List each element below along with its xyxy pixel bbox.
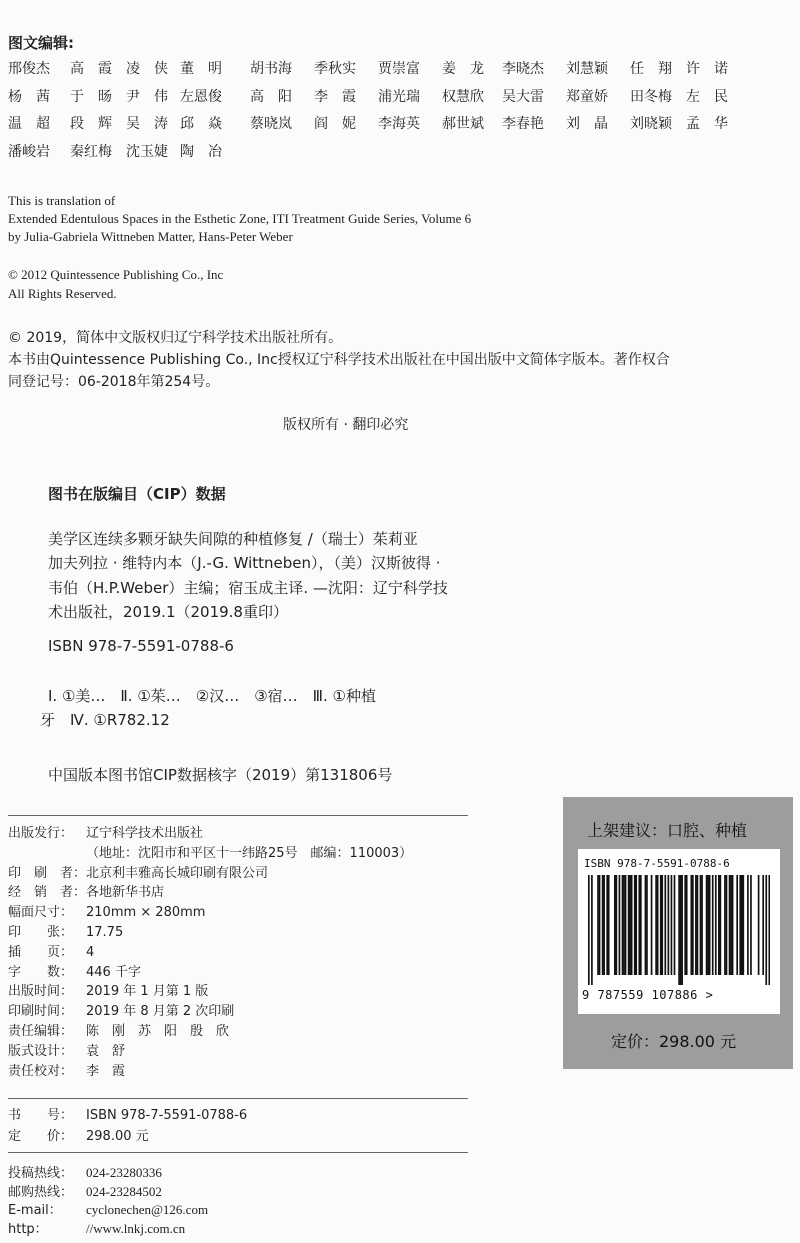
cip-description-line-2: 加夫列拉 · 维特内本（J.-G. Wittneben），（美）汉斯彼得 · [48,554,441,572]
barcode-bar [678,875,680,985]
translation-line-3: by Julia-Gabriela Wittneben Matter, Hans-Peter Weber [8,229,293,244]
editor-name: 董 明 [180,61,222,77]
editor-name: 刘慧颖 [566,61,608,77]
pub-info-value: 17.75 [86,925,124,940]
barcode-bar [628,875,630,975]
pub-info-value: 各地新华书店 [86,885,165,901]
editor-name: 吴 涛 [126,116,168,132]
pub-info-value: 袁 舒 [86,1043,126,1059]
editor-name: 段 辉 [70,116,112,132]
editors-row [8,113,788,135]
barcode-digits: 9 787559 107886 > [582,988,714,1002]
barcode-bar [709,875,711,975]
shelf-suggestion: 上架建议：口腔、种植 [587,821,748,840]
barcode-bar [729,875,731,975]
contact-label: E-mail： [8,1203,62,1218]
barcode-bar [736,875,738,975]
barcode-bar [634,875,636,975]
book-info-value: 298.00 元 [86,1129,149,1144]
pub-info-value: 2019 年 1 月第 1 版 [86,984,209,1000]
pub-info-value: 陈 刚 苏 阳 殷 欣 [86,1024,230,1039]
barcode-bar [681,875,683,985]
pub-info-label: 责任编辑： [8,1024,74,1039]
barcode-bar [686,875,688,975]
editor-name: 季秋实 [314,61,356,77]
barcode-bar [599,875,601,975]
book-info-label: 书 号： [8,1108,74,1123]
editor-name: 潘峻岩 [8,144,50,160]
pub-info-row [8,1000,234,1019]
barcode-bar [739,875,741,975]
editor-name: 李海英 [378,116,420,132]
contact-label: 投稿热线： [8,1166,74,1181]
barcode-bar [700,875,702,975]
barcode-bar [614,875,616,975]
divider-top [8,815,468,816]
barcode-bar [684,875,686,975]
cn-copyright-line-2: 本书由Quintessence Publishing Co., Inc授权辽宁科学技术出版社在中国出版中文简体字版本。著作权合 [8,352,670,368]
copyright-line-1: © 2012 Quintessence Publishing Co., Inc [8,267,224,282]
pub-info-row [8,862,268,881]
contact-row [8,1181,162,1200]
barcode-bar [664,875,666,975]
barcode-bar [638,875,640,975]
cip-description-line-3: 韦伯（H.P.Weber）主编；宿玉成主译. —沈阳：辽宁科学技 [48,579,448,597]
book-info-label: 定 价： [8,1129,74,1144]
barcode-bar [606,875,608,975]
barcode-bar [616,875,618,975]
pub-info-value: 北京利丰雅高长城印刷有限公司 [86,865,269,881]
barcode-bar [747,875,749,975]
editor-name: 姜 龙 [442,61,484,77]
cip-heading: 图书在版编目（CIP）数据 [48,485,226,503]
editor-name: 胡书海 [250,61,292,77]
contact-row [8,1162,162,1181]
book-info-row [8,1104,247,1123]
barcode-bar [629,875,631,975]
rights-notice: 版权所有 · 翻印必究 [283,417,409,433]
barcode-bar [645,875,647,975]
contact-value: //www.lnkj.com.cn [86,1220,186,1236]
pub-info-label: 出版时间： [8,984,74,1000]
barcode-bar [657,875,659,975]
barcode-bar [697,875,699,975]
barcode-bar [668,875,670,975]
editor-name: 浦光瑞 [378,89,420,105]
barcode-bar [588,875,590,985]
cip-classification-line-2: 牙 Ⅳ. ①R782.12 [40,711,170,729]
pub-info-label: 经 销 者： [8,885,87,901]
pub-info-value: 4 [86,944,95,960]
editor-name: 刘 晶 [566,116,608,132]
barcode-bar [608,875,610,975]
barcode-bar [603,875,605,975]
editors-title: 图文编辑: [8,34,74,52]
pub-info-row [8,961,141,980]
barcode-bar [706,875,708,975]
barcode-bar [720,875,722,975]
editor-name: 温 超 [8,116,50,132]
editor-name: 凌 侠 [126,61,168,77]
editors-row [8,86,788,108]
editor-name: 李春艳 [502,116,544,132]
pub-info-value: 李 霞 [86,1063,126,1079]
cip-isbn: ISBN 978-7-5591-0788-6 [48,637,234,655]
barcode-isbn: ISBN 978-7-5591-0788-6 [584,857,730,870]
barcode-bar [597,875,599,975]
barcode-bar [768,875,770,985]
barcode-bar [671,875,673,975]
barcode-bar [701,875,703,975]
copyright-line-2: All Rights Reserved. [8,286,117,301]
pub-info-value: 2019 年 8 月第 2 次印刷 [86,1004,235,1020]
barcode-bar [692,875,694,975]
editor-name: 郑童娇 [566,89,608,105]
book-info-row [8,1125,149,1144]
pub-info-row [8,921,123,940]
cip-description-line-4: 术出版社，2019.1（2019.8重印） [48,603,288,621]
pub-info-row [8,1060,125,1079]
barcode-bar [631,875,633,975]
pub-info-label: 出版发行： [8,826,74,841]
editor-name: 蔡晓岚 [250,116,292,132]
cip-classification-line-1: Ⅰ. ①美… Ⅱ. ①茱… ②汉… ③宿… Ⅲ. ①种植 [48,687,376,705]
barcode-bar [718,875,720,975]
barcode-bar [661,875,663,975]
contact-value: 024-23280336 [86,1165,162,1180]
pub-info-value: 210mm × 280mm [86,905,206,921]
editor-name: 左 民 [686,89,728,105]
pub-info-value: 446 千字 [86,964,141,980]
barcode-bar [660,875,662,975]
pub-info-label: 印 张： [8,925,74,940]
editor-name: 刘晓颖 [630,116,672,132]
barcode-bar [742,875,744,975]
barcode-bar [762,875,764,975]
barcode-bar [651,875,653,975]
pub-info-row [8,901,205,920]
pub-info-row [8,881,164,900]
barcode-bar [695,875,697,975]
pub-info-value: （地址：沈阳市和平区十一纬路25号 邮编：110003） [86,845,413,861]
barcode-bar [622,875,624,975]
barcode-card [578,849,780,1014]
editor-name: 邢俊杰 [8,61,50,77]
pub-info-row [8,980,208,999]
pub-info-row [8,842,412,861]
contact-label: 邮购热线： [8,1184,74,1200]
pub-info-row [8,1020,229,1039]
editor-name: 陶 冶 [180,144,222,160]
editor-name: 左恩俊 [180,89,222,105]
editor-name: 权慧欣 [442,89,484,105]
barcode-bar [758,875,760,975]
barcode-bar [730,875,732,975]
pub-info-row [8,822,203,841]
editor-name: 任 翔 [630,61,672,77]
pub-info-value: 辽宁科学技术出版社 [86,826,204,841]
editor-name: 沈玉婕 [126,144,168,160]
pub-info-label: 字 数： [8,964,74,980]
pub-info-label: 印 刷 者： [8,865,87,881]
barcode-bar [674,875,676,975]
barcode-bar [765,875,767,985]
pub-info-row [8,1040,125,1059]
barcode-bar [724,875,726,975]
barcode-bar [646,875,648,975]
pub-info-label: 插 页： [8,944,74,960]
editor-name: 阎 妮 [314,116,356,132]
editor-name: 田冬梅 [630,89,672,105]
barcode-bar [619,875,621,975]
barcode-bar [712,875,714,975]
pub-info-label: 印刷时间： [8,1004,74,1020]
barcode-bar [680,875,682,985]
cn-copyright-line-3: 同登记号：06-2018年第254号。 [8,374,220,390]
editor-name: 李晓杰 [502,61,544,77]
cn-copyright-line-1: © 2019，简体中文版权归辽宁科学技术出版社所有。 [8,330,343,346]
contact-value: cyclonechen@126.com [86,1202,209,1217]
editor-name: 高 阳 [250,89,292,105]
editor-name: 秦红梅 [70,144,112,160]
barcode-bar [625,875,627,975]
barcode-bar [732,875,734,975]
editor-name: 李 霞 [314,89,356,105]
pub-info-label: 责任校对： [8,1063,74,1079]
contact-value: 024-23284502 [86,1183,162,1199]
contact-label: http： [8,1221,48,1237]
divider-bottom [8,1152,468,1153]
barcode-bar [602,875,604,975]
barcode-panel [563,797,793,1069]
pub-info-label: 幅面尺寸： [8,905,74,921]
price-label: 定价：298.00 元 [611,1032,737,1051]
cip-number: 中国版本图书馆CIP数据核字（2019）第131806号 [48,766,393,784]
barcode-bar [715,875,717,975]
barcode-icon [588,875,770,985]
editor-name: 高 霞 [70,61,112,77]
editor-name: 吴大雷 [502,89,544,105]
barcode-bar [690,875,692,975]
barcode-bar [640,875,642,975]
contact-row [8,1199,208,1218]
editor-name: 邱 焱 [180,116,222,132]
pub-info-label: 版式设计： [8,1043,74,1059]
translation-line-1: This is translation of [8,193,116,208]
pub-info-row [8,941,94,960]
editor-name: 孟 华 [686,116,728,132]
divider-middle [8,1098,468,1099]
barcode-bar [741,875,743,975]
barcode-bar [726,875,728,975]
editor-name: 许 诺 [686,61,728,77]
barcode-bar [707,875,709,975]
editor-name: 郝世斌 [442,116,484,132]
barcode-bar [750,875,752,975]
barcode-bar [655,875,657,975]
editors-row [8,141,788,163]
cip-description-line-1: 美学区连续多颗牙缺失间隙的种植修复 /（瑞士）茱莉亚 [48,530,418,548]
barcode-bar [623,875,625,975]
translation-line-2: Extended Edentulous Spaces in the Esthetic Zone, ITI Treatment Guide Series, Volume 6 [8,211,472,226]
barcode-bar [591,875,593,985]
editor-name: 贾崇富 [378,61,420,77]
book-info-value: ISBN 978-7-5591-0788-6 [86,1108,248,1123]
contact-row [8,1218,185,1237]
editor-name: 尹 伟 [126,89,168,105]
barcode-bar [635,875,637,975]
editors-row [8,58,788,80]
editor-name: 于 旸 [70,89,112,105]
editor-name: 杨 茜 [8,89,50,105]
